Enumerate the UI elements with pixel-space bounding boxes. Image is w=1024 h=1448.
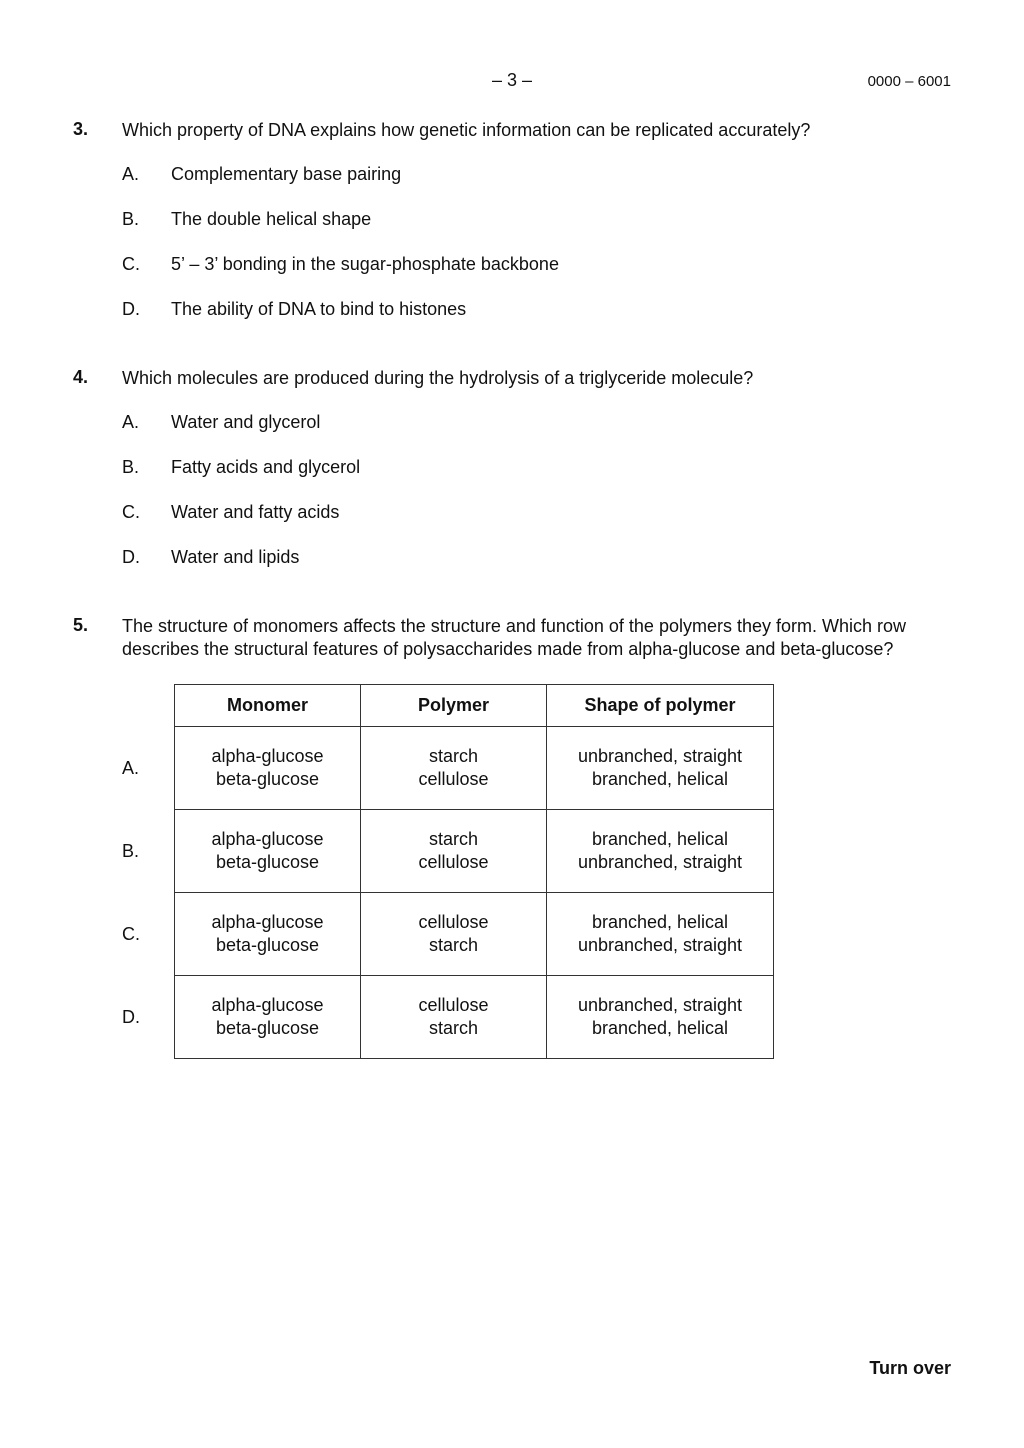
row-letter-b: B. bbox=[122, 841, 140, 861]
option-text: Water and glycerol bbox=[171, 412, 321, 432]
monomer-cell: alpha-glucose beta-glucose bbox=[175, 810, 361, 893]
option-text: Water and lipids bbox=[171, 547, 300, 567]
answer-table bbox=[174, 684, 774, 1059]
header-polymer: Polymer bbox=[361, 685, 547, 727]
option-letter: B. bbox=[122, 209, 140, 229]
question-number: 3. bbox=[73, 119, 89, 139]
polymer-cell: starch cellulose bbox=[361, 810, 547, 893]
polymer-cell: cellulose starch bbox=[361, 893, 547, 976]
row-letter-c: C. bbox=[122, 924, 140, 944]
monomer-cell: alpha-glucose beta-glucose bbox=[175, 976, 361, 1059]
monomer-cell: alpha-glucose beta-glucose bbox=[175, 893, 361, 976]
table-row bbox=[175, 727, 774, 810]
header-shape: Shape of polymer bbox=[547, 685, 774, 727]
shape-cell: unbranched, straight branched, helical bbox=[547, 727, 774, 810]
polymer-cell: cellulose starch bbox=[361, 976, 547, 1059]
table-row bbox=[175, 893, 774, 976]
option-letter: A. bbox=[122, 164, 140, 184]
shape-cell: unbranched, straight branched, helical bbox=[547, 976, 774, 1059]
option-text: The ability of DNA to bind to histones bbox=[171, 299, 467, 319]
shape-cell: branched, helical unbranched, straight bbox=[547, 810, 774, 893]
table-row bbox=[175, 810, 774, 893]
option-letter: B. bbox=[122, 457, 140, 477]
option-c bbox=[122, 502, 922, 526]
header-monomer: Monomer bbox=[175, 685, 361, 727]
option-b bbox=[122, 457, 922, 481]
option-text: The double helical shape bbox=[171, 209, 372, 229]
option-text: Complementary base pairing bbox=[171, 164, 402, 184]
table-row bbox=[175, 976, 774, 1059]
turn-over-label: Turn over bbox=[869, 1358, 951, 1378]
option-b bbox=[122, 209, 922, 233]
table-header-row bbox=[175, 685, 774, 727]
option-text: Water and fatty acids bbox=[171, 502, 340, 522]
option-letter: A. bbox=[122, 412, 140, 432]
question-number: 5. bbox=[73, 615, 89, 635]
option-a bbox=[122, 164, 922, 188]
option-d bbox=[122, 547, 922, 571]
option-letter: C. bbox=[122, 254, 140, 274]
page-number: – 3 – bbox=[491, 70, 533, 90]
shape-cell: branched, helical unbranched, straight bbox=[547, 893, 774, 976]
question-number: 4. bbox=[73, 367, 89, 387]
row-letter-a: A. bbox=[122, 758, 140, 778]
option-text: 5’ – 3’ bonding in the sugar-phosphate backbone bbox=[171, 254, 559, 274]
paper-code: 0000 – 6001 bbox=[867, 73, 951, 90]
row-letter-d: D. bbox=[122, 1007, 140, 1027]
polymer-cell: starch cellulose bbox=[361, 727, 547, 810]
question-text: Which property of DNA explains how genetic information can be replicated accurately? bbox=[122, 120, 811, 140]
question-text: The structure of monomers affects the structure and function of the polymers they form. Which row describes the structural features of polysaccharides made from alpha-glucose and beta-glucose? bbox=[122, 616, 907, 659]
monomer-cell: alpha-glucose beta-glucose bbox=[175, 727, 361, 810]
option-a bbox=[122, 412, 922, 436]
option-d bbox=[122, 299, 922, 323]
option-c bbox=[122, 254, 922, 278]
option-letter: C. bbox=[122, 502, 140, 522]
option-letter: D. bbox=[122, 299, 140, 319]
option-letter: D. bbox=[122, 547, 140, 567]
question-text: Which molecules are produced during the hydrolysis of a triglyceride molecule? bbox=[122, 368, 754, 388]
option-text: Fatty acids and glycerol bbox=[171, 457, 361, 477]
